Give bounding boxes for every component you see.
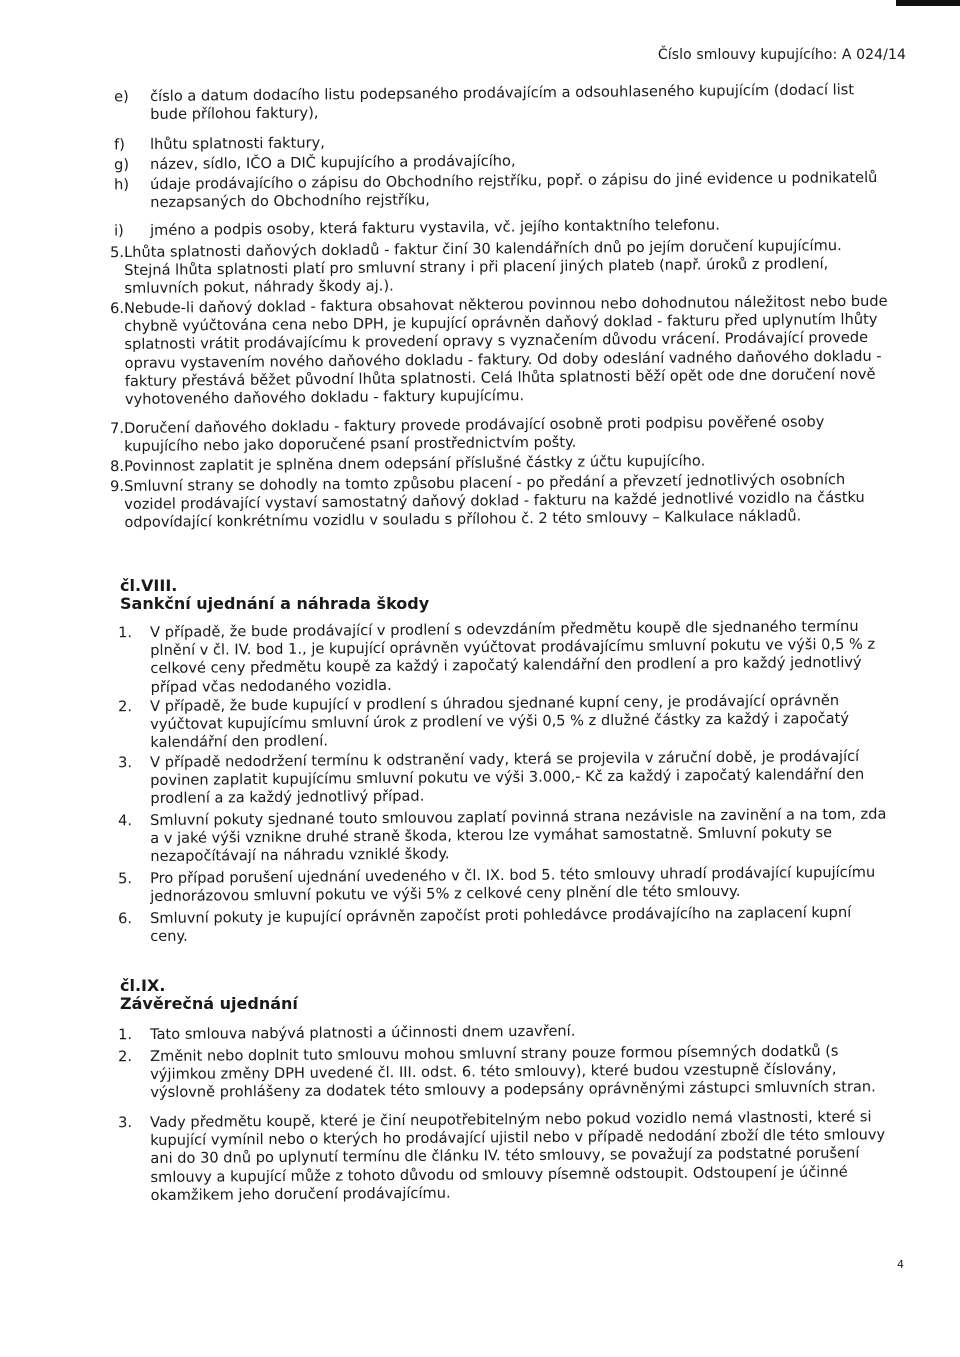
item-text: Smluvní pokuty je kupující oprávněn započíst proti pohledávce prodávajícího na zaplacení kupní ceny.: [150, 903, 852, 946]
section-number: čl.VIII.: [120, 576, 178, 595]
item-text: Tato smlouva nabývá platnosti a účinnosti dnem uzavření.: [150, 1022, 576, 1043]
item-text: V případě nedodržení termínu k odstranění vady, která se projevila v záruční době, je prodávající povinen zaplatit kupujícímu smluvní pokutu ve výši 3.000,- Kč za každý i započatý kalendářní den prodlení a za každý jednotlivý případ.: [150, 747, 865, 808]
list-text: název, sídlo, IČO a DIČ kupujícího a prodávajícího,: [150, 152, 516, 173]
list-text: údaje prodávajícího o zápisu do Obchodního rejstříku, popř. o zápisu do jiné evidence u podnikatelů nezapsaných do Obchodního rejstříku,: [150, 169, 878, 212]
contract-number: Číslo smlouvy kupujícího: A 024/14: [657, 47, 906, 63]
section8-item: [118, 747, 890, 809]
list-text: číslo a datum dodacího listu podepsaného prodávajícím a odsouhlaseného kupujícím (dodací list bude přílohou faktury),: [150, 81, 855, 124]
section9-item: [118, 1020, 890, 1044]
item-text: Vady předmětu koupě, které je činí neupotřebitelným nebo pokud vozidlo nemá vlastnosti, které si kupující vymínil nebo o kterých ho prodávající ujistil nebo v případě nedodání zboží dle této smlouvy ani do 30 dnů po uplynutí termínu dle článku IV. této smlouvy, se považují za podstatné porušení smlouvy a kupující může z tohoto důvodu od smlouvy písemně odstoupit. Odstoupení je účinné okamžikem jeho doručení prodávajícímu.: [150, 1108, 886, 1204]
paragraph: [110, 237, 890, 299]
list-marker: g): [114, 156, 130, 174]
list-item: [114, 215, 890, 240]
list-text: jméno a podpis osoby, která fakturu vystavila, vč. jejího kontaktního telefonu.: [150, 216, 720, 239]
list-marker: h): [114, 176, 130, 194]
list-item: [114, 169, 890, 213]
item-number: 1.: [118, 624, 133, 642]
paragraph-text: Smluvní strany se dohodly na tomto způsobu placení - po předání a převzetí jednotlivých osobních vozidel prodávající vystaví samostatný daňový doklad - fakturu na každé jednotlivé vozidlo na částku odpovídající konkrétnímu vozidlu v souladu s přílohou č. 2 této smlouvy – Kalkulace nákladů.: [124, 471, 865, 532]
paragraph: [110, 292, 891, 410]
paragraph: [110, 413, 890, 457]
paragraph-number: 8.: [110, 458, 125, 476]
section9-item: [118, 1042, 890, 1102]
section-title: Závěrečná ujednání: [120, 994, 298, 1013]
section8-item: [118, 863, 890, 907]
item-number: 3.: [118, 754, 133, 772]
item-number: 6.: [118, 910, 133, 928]
item-number: 2.: [118, 698, 133, 716]
list-marker: i): [114, 222, 124, 240]
item-text: V případě, že bude kupující v prodlení s úhradou sjednané kupní ceny, je prodávající oprávněn vyúčtovat kupujícímu smluvní úrok z prodlení ve výši 0,5 % z dlužné částky za každý i započatý kalendářní den prodlení.: [150, 691, 849, 752]
list-text: lhůtu splatnosti faktury,: [150, 134, 325, 153]
item-number: 3.: [118, 1114, 133, 1132]
paragraph-number: 9.: [110, 478, 125, 496]
paragraph-number: 7.: [110, 420, 125, 438]
paragraph: [110, 471, 890, 533]
item-text: Pro případ porušení ujednání uvedeného v čl. IX. bod 5. této smlouvy uhradí prodávající kupujícímu jednorázovou smluvní pokutu ve výši 5% z celkové ceny plnění dle této smlouvy.: [150, 863, 876, 906]
list-marker: e): [114, 88, 129, 106]
scan-corner-mark: [896, 0, 960, 6]
paragraph-text: Nebude-li daňový doklad - faktura obsahovat některou povinnou nebo dohodnutou náležitost nebo bude chybně vyúčtována cena nebo DPH, je kupující oprávněn daňový doklad - fakturu před uplynutím lhůty splatnosti vrátit prodávajícímu k provedení opravy s vyznačením důvodu vrácení. Prodávající provede opravu vystavením nového daňového dokladu - faktury. Od doby odeslání vadného daňového dokladu - faktury přestává běžet původní lhůta splatnosti. Celá lhůta splatnosti běží opět ode dne doručení nově vyhotoveného daňového dokladu - faktury kupujícímu.: [124, 292, 888, 409]
item-number: 4.: [118, 812, 133, 830]
item-text: Změnit nebo doplnit tuto smlouvu mohou smluvní strany pouze formou písemných dodatků (s výjimkou změny DPH uvedené čl. III. odst. 6. této smlouvy), které budou vzestupně číslovány, výslovně prohlášeny za dodatek této smlouvy a podepsány oprávněnými zástupci smluvních stran.: [150, 1042, 876, 1102]
item-text: Smluvní pokuty sjednané touto smlouvou zaplatí povinná strana nezávisle na zavinění a na tom, zda a v jaké výši vznikne druhé straně škoda, kterou lze vymáhat samostatně. Smluvní pokuty se nezapočítávají na náhradu vzniklé škody.: [150, 805, 887, 866]
section-title: Sankční ujednání a náhrada škody: [120, 594, 430, 613]
section-number: čl.IX.: [120, 976, 166, 995]
item-text: V případě, že bude prodávající v prodlení s odevzdáním předmětu koupě dle sjednaného termínu plnění v čl. IV. bod 1., je kupující oprávněn vyúčtovat prodávajícímu smluvní pokutu ve výši 0,5 % z celkové ceny předmětu koupě za každý i započatý kalendářní den prodlení a pro každý jednotlivý případ včas nedodaného vozidla.: [150, 617, 876, 696]
section9-item: [118, 1108, 891, 1205]
page-number: 4: [897, 1258, 904, 1271]
list-item: [114, 81, 890, 125]
paragraph-number: 6.: [110, 300, 125, 318]
section8-item: [118, 617, 891, 697]
list-marker: f): [114, 136, 126, 154]
paragraph-number: 5.: [110, 244, 125, 262]
section8-item: [118, 903, 890, 947]
item-number: 1.: [118, 1026, 133, 1044]
paragraph-text: Doručení daňového dokladu - faktury provede prodávající osobně proti podpisu pověřené osoby kupujícího nebo jako doporučené psaní prostřednictvím pošty.: [124, 413, 825, 456]
item-number: 2.: [118, 1048, 133, 1066]
section8-item: [118, 691, 890, 753]
paragraph-text: Povinnost zaplatit je splněna dnem odepsání příslušné částky z účtu kupujícího.: [124, 452, 706, 475]
section8-item: [118, 805, 890, 867]
item-number: 5.: [118, 870, 133, 888]
paragraph-text: Lhůta splatnosti daňových dokladů - faktur činí 30 kalendářních dnů po jejím doručení kupujícímu. Stejná lhůta splatnosti platí pro smluvní strany i při placení jiných plateb (např. úroků z prodlení, smluvních pokut, náhrady škody aj.).: [124, 237, 842, 298]
